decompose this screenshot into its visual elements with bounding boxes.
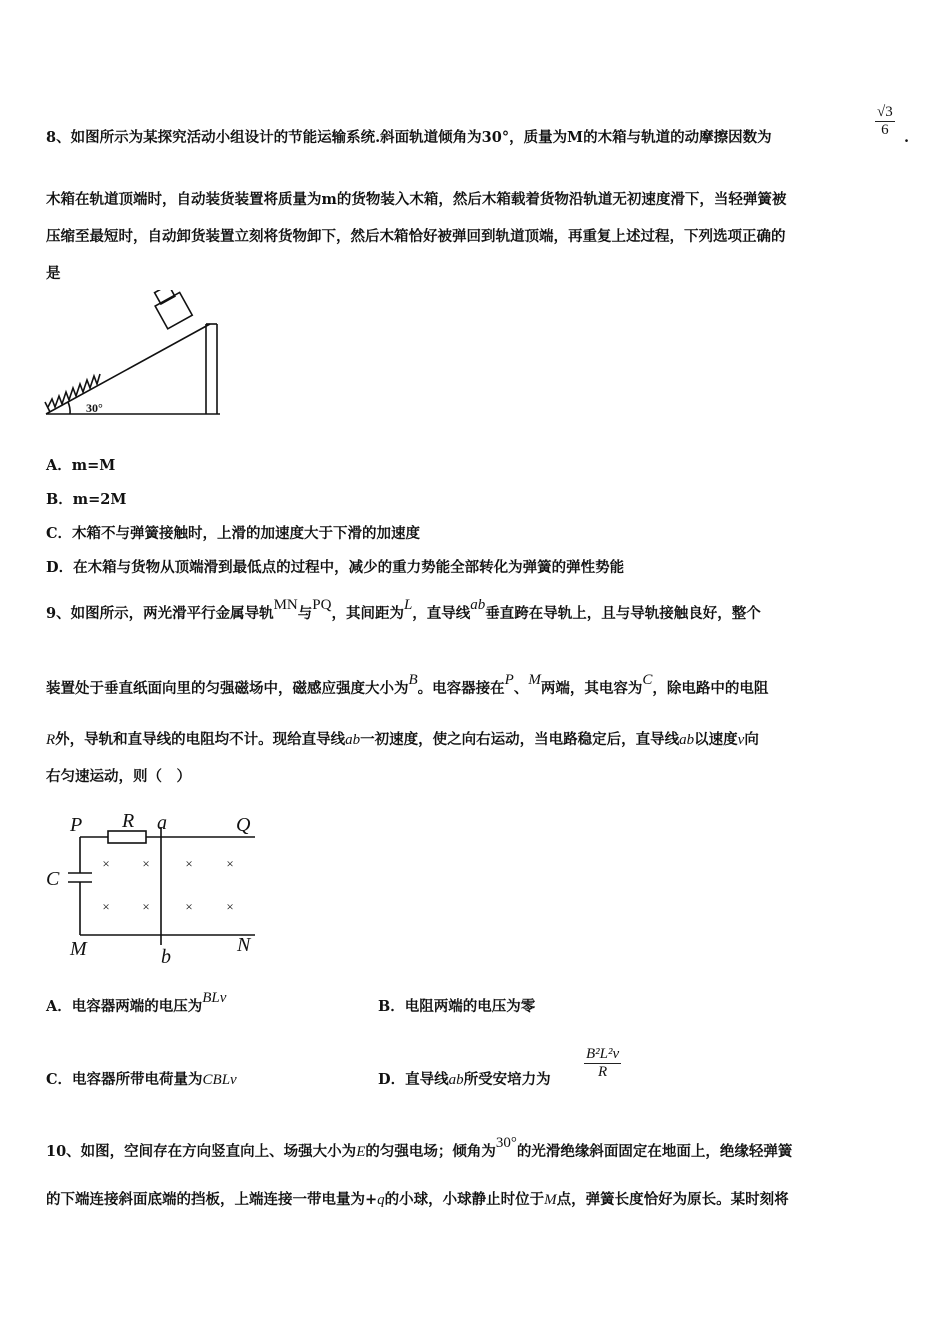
q9-text: 垂直跨在导轨上，且与导轨接触良好，整个 [485, 605, 761, 622]
q9-option-d-numerator: B²L²v [586, 1046, 620, 1062]
q9-option-d-text: D．直导线 [378, 1071, 449, 1088]
q8-option-d[interactable]: D．在木箱与货物从顶端滑到最低点的过程中，减少的重力势能全部转化为弹簧的弹性势能 [46, 559, 625, 576]
q9-text: 。电容器接在 [417, 680, 505, 697]
q10-symbol-e: E [356, 1144, 366, 1160]
cargo-box [149, 290, 192, 329]
q9-text: 9、如图所示，两光滑平行金属导轨 [46, 605, 274, 622]
q9-text: ，除电路中的电阻 [652, 680, 769, 697]
q9-symbol-p: P [504, 672, 514, 688]
q9-circuit-figure [40, 805, 270, 970]
q9-text: 一初速度，使之向右运动，当电路稳定后，直导线 [360, 731, 680, 748]
q10-text: 的匀强电场；倾角为 [365, 1143, 496, 1160]
q9-symbol-b: B [408, 672, 418, 688]
q10-text: 的小球，小球静止时位于 [384, 1191, 545, 1208]
q9-symbol-ab: ab [345, 732, 361, 748]
angle-label: 30° [86, 401, 103, 415]
angle-arc [68, 402, 70, 414]
q9-symbol-v: v [737, 732, 745, 748]
q9-option-d-denominator: R [598, 1064, 608, 1080]
q9-line-1 [46, 597, 761, 624]
q8-option-a[interactable]: A．m=M [46, 457, 116, 474]
label-a: a [157, 812, 167, 834]
q9-text: 装置处于垂直纸面向里的匀强磁场中，磁感应强度大小为 [46, 680, 409, 697]
label-n: N [237, 934, 251, 956]
q10-symbol-q: q [377, 1192, 385, 1208]
q9-option-a[interactable] [46, 990, 227, 1017]
q8-line-4: 是 [46, 265, 61, 282]
q8-fraction-denominator: 6 [881, 122, 889, 138]
q9-symbol-pq: PQ [312, 597, 332, 613]
q9-option-a-math: BLv [202, 990, 227, 1006]
q9-line-4: 右匀速运动，则（ ） [46, 768, 191, 785]
q8-fraction-tail: . [904, 129, 910, 146]
q8-option-b[interactable]: B．m=2M [46, 491, 127, 508]
q10-angle: 30° [495, 1135, 517, 1151]
q10-symbol-m: M [544, 1192, 557, 1208]
field-cross-icon: × [185, 899, 193, 914]
q9-symbol-r: R [46, 732, 56, 748]
q10-text: 10、如图，空间存在方向竖直向上、场强大小为 [46, 1143, 357, 1160]
q9-text: ，其间距为 [331, 605, 404, 622]
q9-option-c-math: CBLv [202, 1072, 237, 1088]
q9-text: 向 [744, 731, 759, 748]
label-p: P [70, 814, 83, 836]
q9-option-d-ab: ab [448, 1072, 464, 1088]
q8-fraction-numerator: √3 [877, 104, 893, 120]
q9-symbol-m: M [528, 672, 541, 688]
q9-option-d-text2: 所受安培力为 [463, 1071, 551, 1088]
field-cross-icon: × [185, 856, 193, 871]
q8-incline-figure [40, 290, 230, 420]
resistor [108, 831, 146, 843]
q9-option-c[interactable] [46, 1070, 237, 1090]
field-cross-icon: × [226, 899, 234, 914]
q9-text: ，直导线 [412, 605, 471, 622]
q9-option-c-text: C．电容器所带电荷量为 [46, 1071, 203, 1088]
q9-text: 、 [513, 680, 529, 697]
q8-friction-fraction [875, 104, 895, 139]
field-cross-icon: × [142, 856, 150, 871]
q8-line-2: 木箱在轨道顶端时，自动装货装置将质量为m的货物装入木箱，然后木箱载着货物沿轨道无初速度滑下，当轻弹簧被 [46, 191, 787, 208]
q9-symbol-ab: ab [470, 597, 486, 613]
q10-text: 的下端连接斜面底端的挡板，上端连接一带电量为+ [46, 1191, 378, 1208]
label-c: C [46, 868, 60, 890]
q9-line-2 [46, 672, 769, 699]
q9-symbol-ab: ab [679, 732, 695, 748]
q9-option-b[interactable]: B．电阻两端的电压为零 [378, 998, 536, 1015]
q9-option-d-fraction [584, 1046, 621, 1081]
q9-text: 与 [297, 605, 313, 622]
q10-text: 点，弹簧长度恰好为原长。某时刻将 [556, 1191, 789, 1208]
incline-surface [46, 324, 210, 414]
field-cross-icon: × [102, 856, 110, 871]
label-q: Q [236, 814, 251, 836]
q9-line-3 [46, 730, 759, 750]
q10-text: 的光滑绝缘斜面固定在地面上，绝缘轻弹簧 [516, 1143, 793, 1160]
label-b: b [161, 946, 171, 968]
field-cross-icon: × [102, 899, 110, 914]
q9-symbol-mn: MN [273, 597, 298, 613]
label-r: R [122, 810, 135, 832]
q9-symbol-l: L [403, 597, 413, 613]
q10-line-1 [46, 1135, 793, 1162]
q9-text: 以速度 [694, 731, 738, 748]
q9-option-a-text: A．电容器两端的电压为 [46, 998, 203, 1015]
label-m: M [70, 938, 87, 960]
q8-option-c[interactable]: C．木箱不与弹簧接触时，上滑的加速度大于下滑的加速度 [46, 525, 421, 542]
q8-line-1 [46, 128, 772, 148]
q9-text: 外，导轨和直导线的电阻均不计。现给直导线 [55, 731, 346, 748]
q8-line-3: 压缩至最短时，自动卸货装置立刻将货物卸下，然后木箱恰好被弹回到轨道顶端，再重复上述过程，下列选项正确的 [46, 228, 786, 245]
q9-option-d[interactable] [378, 1070, 551, 1090]
field-cross-icon: × [142, 899, 150, 914]
q8-text-1: 8、如图所示为某探究活动小组设计的节能运输系统.斜面轨道倾角为30°，质量为M的木箱与轨道的动摩擦因数为 [46, 129, 772, 146]
q10-line-2 [46, 1190, 789, 1210]
q9-symbol-c: C [642, 672, 653, 688]
q9-text: 两端，其电容为 [540, 680, 643, 697]
field-cross-icon: × [226, 856, 234, 871]
